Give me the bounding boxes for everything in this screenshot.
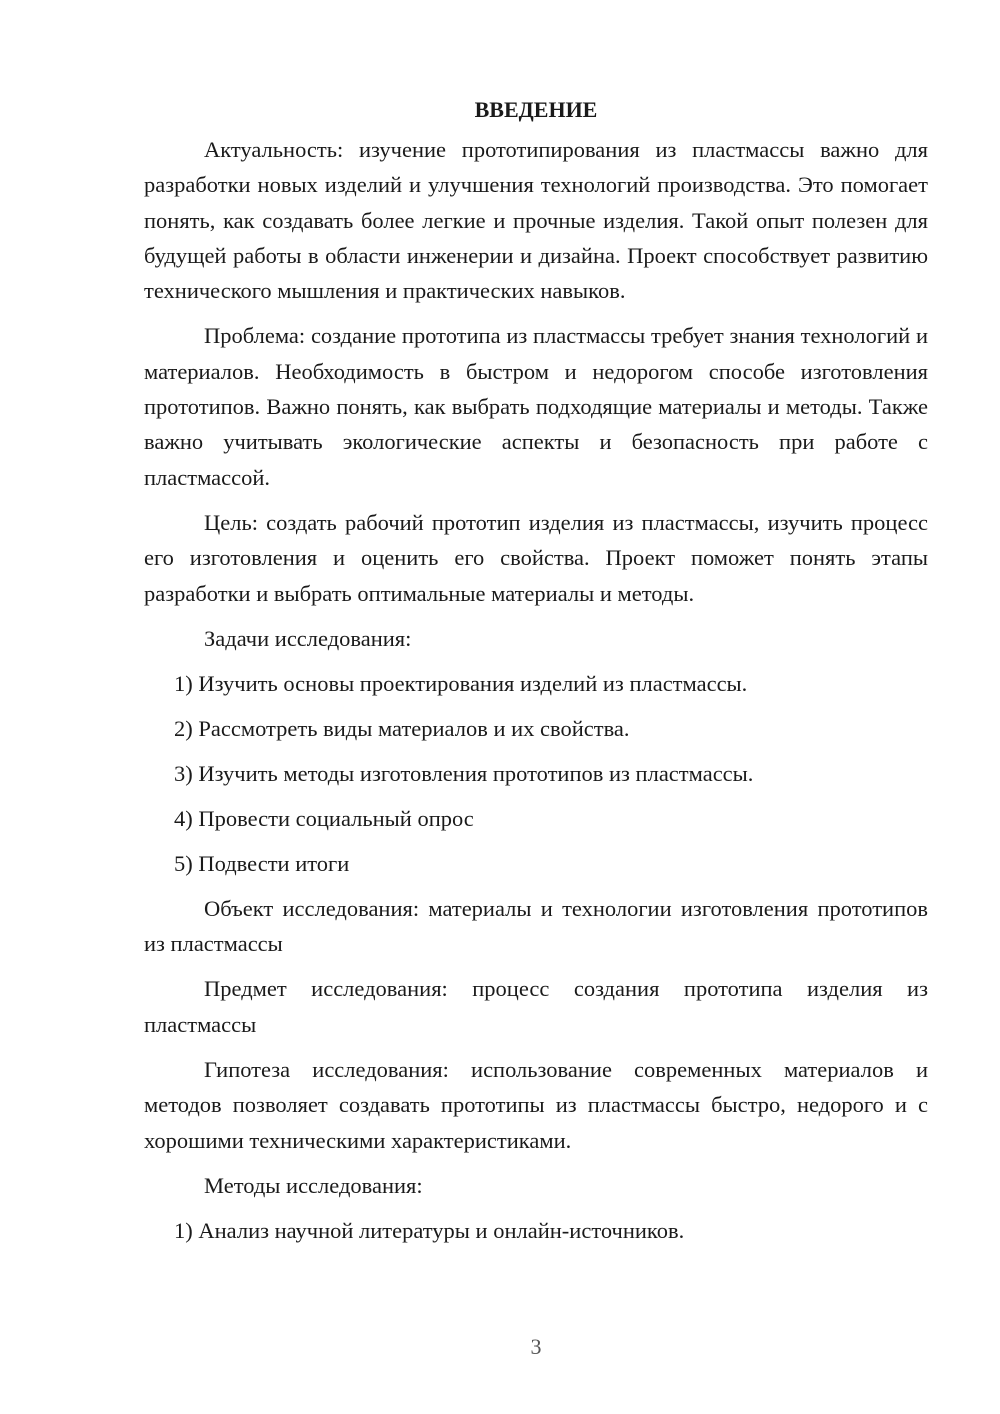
method-item: 1) Анализ научной литературы и онлайн-источников. (174, 1217, 685, 1243)
relevance-paragraph: Актуальность: изучение прототипирования из пластмассы важно для разработки новых изделий и улучшения технологий производства. Это помогает понять, как создавать более легкие и прочные изделия. Такой опыт полезен для будущей работы в области инженерии и дизайна. Проект способствует развитию технического мышления и практических навыков. (144, 137, 928, 304)
page-number: 3 (530, 1334, 542, 1359)
tasks-heading: Задачи исследования: (204, 625, 412, 651)
task-item: 2) Рассмотреть виды материалов и их свойства. (174, 715, 630, 741)
problem-paragraph: Проблема: создание прототипа из пластмассы требует знания технологий и материалов. Необходимость в быстром и недорогом способе изготовления прототипов. Важно понять, как выбрать подходящие материалы и методы. Также важно учитывать экологические аспекты и безопасность при работе с пластмассой. (144, 323, 928, 490)
object-paragraph: Объект исследования: материалы и технологии изготовления прототипов из пластмассы (144, 895, 928, 957)
subject-paragraph: Предмет исследования: процесс создания прототипа изделия из пластмассы (144, 976, 928, 1037)
task-item: 4) Провести социальный опрос (174, 805, 474, 831)
document-page (144, 92, 928, 1258)
page-title: ВВЕДЕНИЕ (474, 97, 598, 122)
goal-paragraph: Цель: создать рабочий прототип изделия из пластмассы, изучить процесс его изготовления и оценить его свойства. Проект поможет понять этапы разработки и выбрать оптимальные материалы и методы. (144, 509, 928, 606)
methods-heading: Методы исследования: (204, 1172, 423, 1198)
task-item: 1) Изучить основы проектирования изделий из пластмассы. (174, 670, 748, 696)
task-item: 3) Изучить методы изготовления прототипов из пластмассы. (174, 760, 754, 786)
hypothesis-paragraph: Гипотеза исследования: использование современных материалов и методов позволяет создавать прототипы из пластмассы быстро, недорого и с хорошими техническими характеристиками. (144, 1057, 928, 1153)
task-item: 5) Подвести итоги (174, 850, 350, 876)
